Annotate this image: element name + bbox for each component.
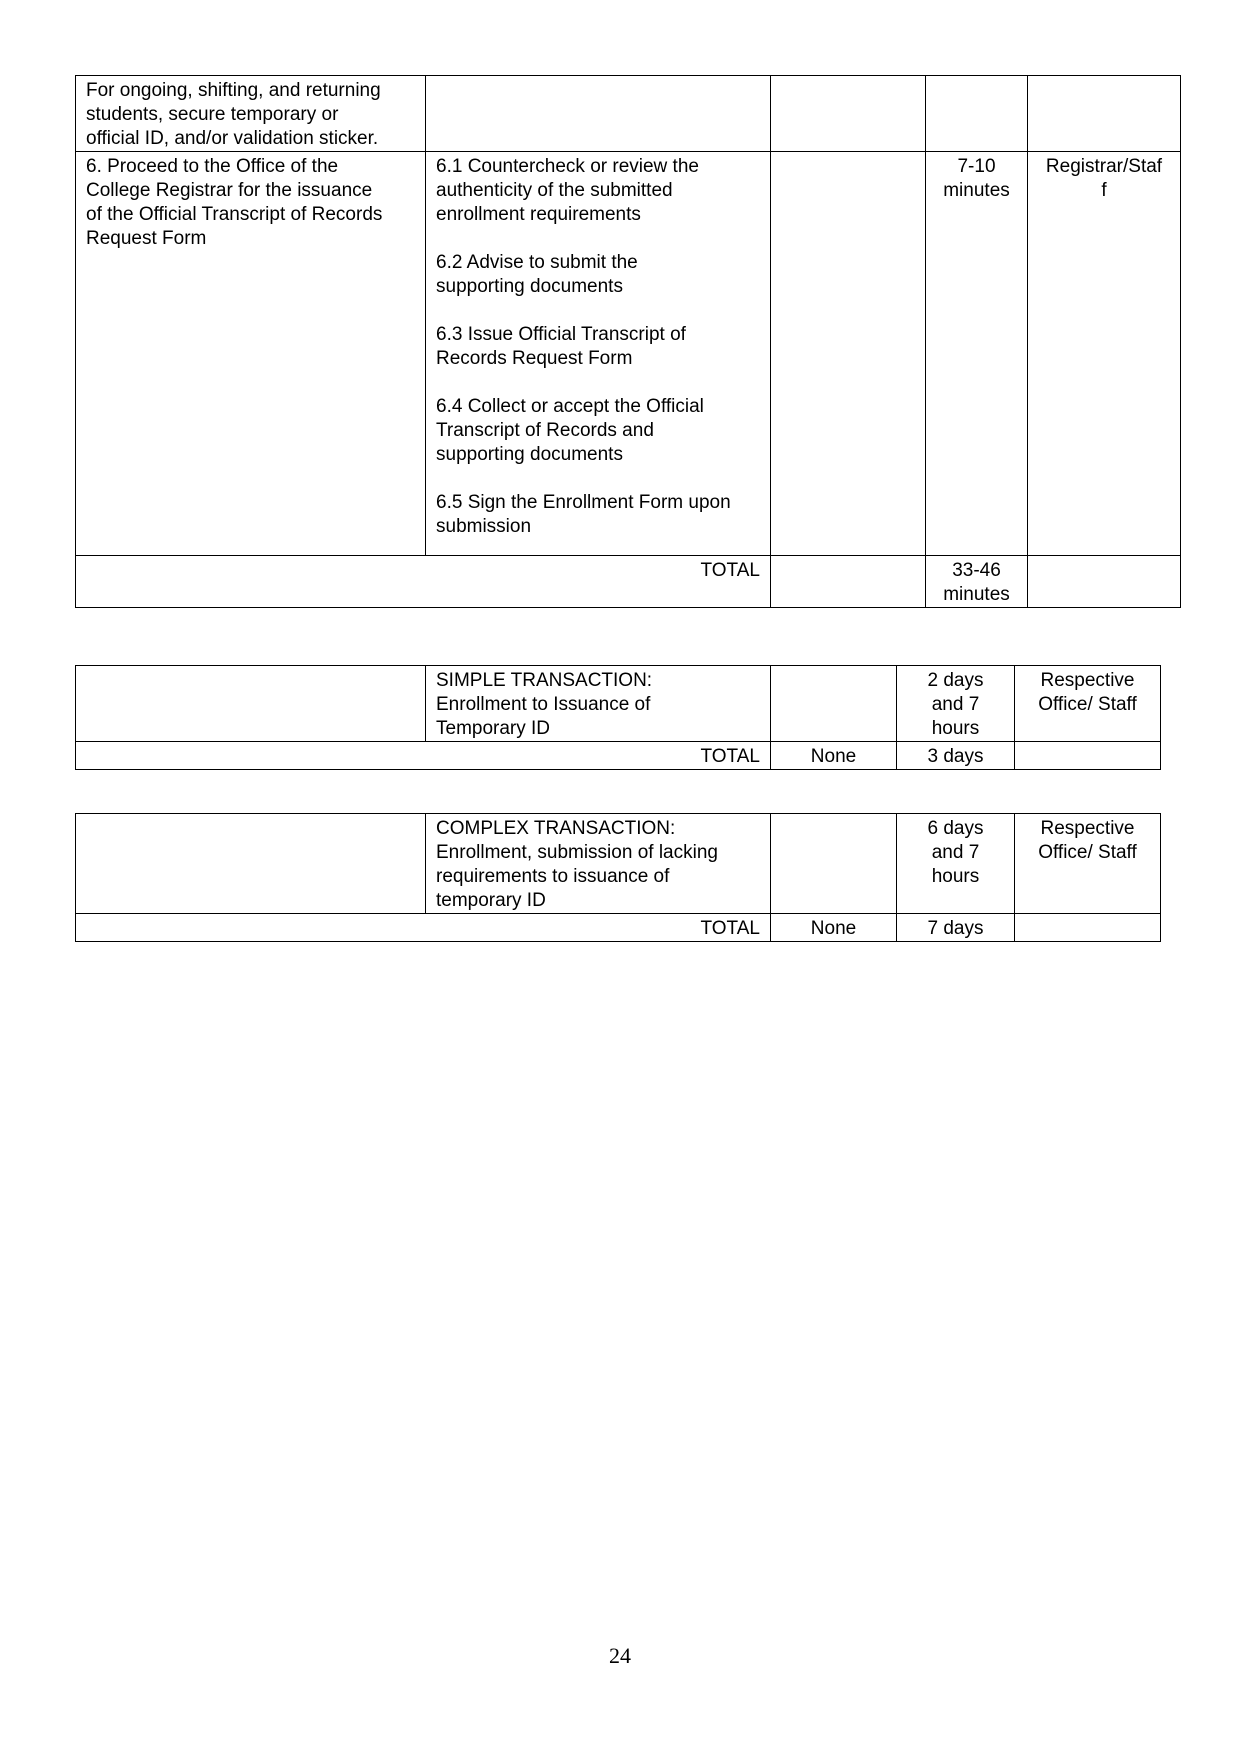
total-time: 3 days: [897, 742, 1015, 770]
table-row: [76, 814, 1161, 914]
complex-transaction-table: [75, 813, 1161, 942]
fees-cell: [771, 814, 897, 914]
person-responsible-cell: [1028, 556, 1181, 608]
blank-cell: [76, 814, 426, 914]
transaction-description: COMPLEX TRANSACTION: Enrollment, submission of lacking requirements to issuance of temporary ID: [426, 814, 771, 914]
total-row: [76, 742, 1161, 770]
table-row: [76, 666, 1161, 742]
person-responsible-cell: [1015, 742, 1161, 770]
person-responsible-cell: Respective Office/ Staff: [1015, 814, 1161, 914]
agency-actions-cell: [426, 76, 771, 152]
total-label: TOTAL: [76, 914, 771, 942]
person-responsible-cell: Respective Office/ Staff: [1015, 666, 1161, 742]
fees-cell: [771, 666, 897, 742]
client-steps-cell: For ongoing, shifting, and returning students, secure temporary or official ID, and/or validation sticker.: [76, 76, 426, 152]
fees-cell: [771, 556, 926, 608]
processing-time-cell: 6 days and 7 hours: [897, 814, 1015, 914]
client-steps-cell: 6. Proceed to the Office of the College Registrar for the issuance of the Official Transcript of Records Request Form: [76, 152, 426, 556]
person-responsible-cell: [1015, 914, 1161, 942]
total-fees: None: [771, 742, 897, 770]
person-responsible-cell: [1028, 76, 1181, 152]
person-responsible-cell: Registrar/Staf f: [1028, 152, 1181, 556]
transaction-description: SIMPLE TRANSACTION: Enrollment to Issuance of Temporary ID: [426, 666, 771, 742]
processing-time-cell: 7-10 minutes: [926, 152, 1028, 556]
total-label: TOTAL: [76, 556, 771, 608]
processing-time-cell: 2 days and 7 hours: [897, 666, 1015, 742]
processing-time-cell: [926, 76, 1028, 152]
total-row: [76, 914, 1161, 942]
total-fees: None: [771, 914, 897, 942]
total-row: [76, 556, 1181, 608]
fees-cell: [771, 152, 926, 556]
table-row: [76, 76, 1181, 152]
total-label: TOTAL: [76, 742, 771, 770]
service-steps-table: [75, 75, 1181, 608]
total-time: 7 days: [897, 914, 1015, 942]
blank-cell: [76, 666, 426, 742]
agency-actions-cell: 6.1 Countercheck or review the authenticity of the submitted enrollment requirements 6.2 Advise to submit the supporting documents 6.3 Issue Official Transcript of Records Request Form 6.4 Collect or accept the Official Transcript of Records and supporting documents 6.5 Sign the Enrollment Form upon submission: [426, 152, 771, 556]
fees-cell: [771, 76, 926, 152]
table-row: [76, 152, 1181, 556]
total-time-cell: 33-46 minutes: [926, 556, 1028, 608]
simple-transaction-table: [75, 665, 1161, 770]
page-number: 24: [609, 1643, 631, 1668]
